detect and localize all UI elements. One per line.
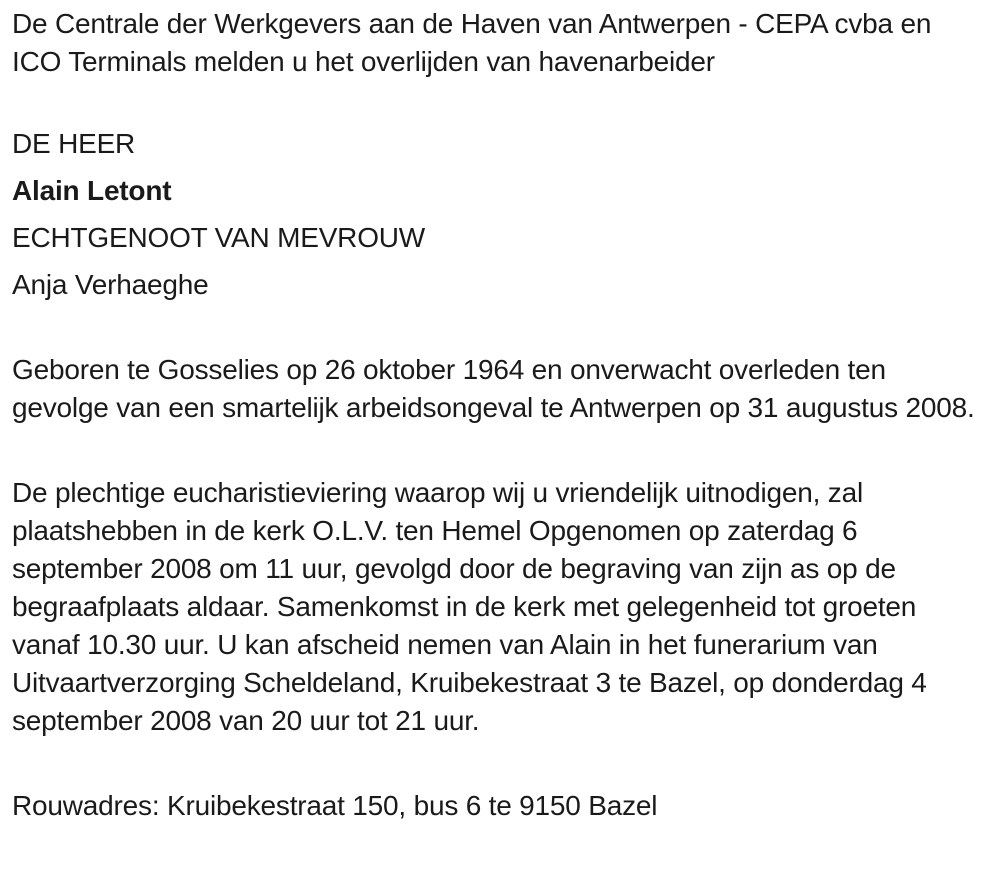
birth-death-notice: Geboren te Gosselies op 26 oktober 1964 en onverwacht overleden ten gevolge van een smartelijk arbeidsongeval te Antwerpen op 31 augustus 2008. <box>12 354 975 423</box>
deceased-name: Alain Letont <box>12 175 172 206</box>
ceremony-details: De plechtige eucharistieviering waarop wij u vriendelijk uitnodigen, zal plaatshebben in de kerk O.L.V. ten Hemel Opgenomen op zaterdag 6 september 2008 om 11 uur, gevolgd door de begraving van zijn as op de begraafplaats aldaar. Samenkomst in de kerk met gelegenheid tot groeten vanaf 10.30 uur. U kan afscheid nemen van Alain in het funerarium van Uitvaartverzorging Scheldeland, Kruibekestraat 3 te Bazel, op donderdag 4 september 2008 van 20 uur tot 21 uur. <box>12 477 927 736</box>
obituary-document <box>12 5 986 825</box>
salutation: DE HEER <box>12 128 136 159</box>
relation-line: ECHTGENOOT VAN MEVROUW <box>12 222 426 253</box>
mourning-address: Rouwadres: Kruibekestraat 150, bus 6 te 9150 Bazel <box>12 790 658 821</box>
spouse-name: Anja Verhaeghe <box>12 269 209 300</box>
announcement-intro: De Centrale der Werkgevers aan de Haven van Antwerpen - CEPA cvba en ICO Terminals melden u het overlijden van havenarbeider <box>12 8 932 77</box>
